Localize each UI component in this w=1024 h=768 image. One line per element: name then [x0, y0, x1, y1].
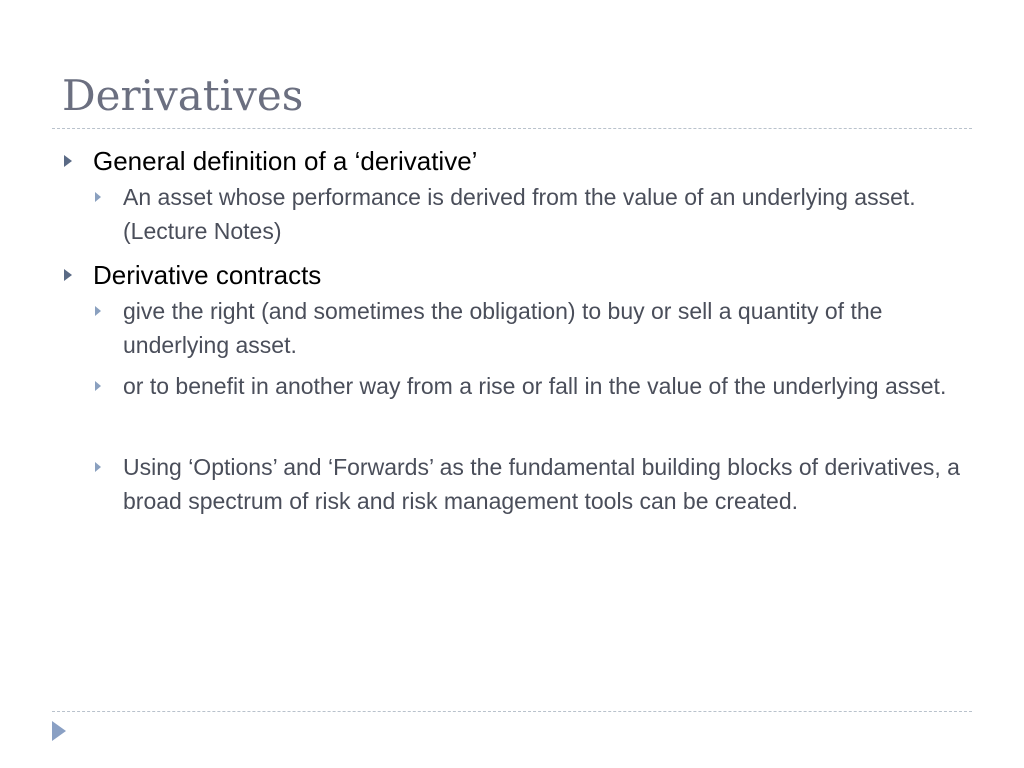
sub-bullet-options-forwards [62, 450, 962, 518]
bullet-general-definition [62, 144, 962, 178]
triangle-bullet-icon [64, 269, 72, 281]
sub-bullet-asset-definition [62, 180, 962, 248]
next-slide-arrow-icon[interactable] [52, 721, 66, 741]
triangle-bullet-icon [95, 192, 101, 202]
sub-bullet-text: Using ‘Options’ and ‘Forwards’ as the fundamental building blocks of derivatives, a broad spectrum of risk and risk management tools can be created. [123, 454, 960, 514]
slide-content [62, 144, 962, 518]
triangle-bullet-icon [95, 381, 101, 391]
slide-title: Derivatives [62, 71, 304, 120]
bullet-derivative-contracts [62, 258, 962, 292]
title-divider [52, 128, 972, 129]
triangle-bullet-icon [64, 155, 72, 167]
sub-bullet-text: give the right (and sometimes the obligation) to buy or sell a quantity of the underlying asset. [123, 298, 883, 358]
sub-bullet-text: An asset whose performance is derived from the value of an underlying asset. (Lecture Notes) [123, 184, 916, 244]
bullet-text: Derivative contracts [93, 260, 322, 290]
triangle-bullet-icon [95, 462, 101, 472]
triangle-bullet-icon [95, 306, 101, 316]
sub-bullet-right-to-buy [62, 294, 962, 362]
sub-bullet-benefit [62, 369, 962, 403]
sub-bullet-text: or to benefit in another way from a rise or fall in the value of the underlying asset. [123, 373, 947, 399]
footer-divider [52, 711, 972, 712]
bullet-text: General definition of a ‘derivative’ [93, 146, 478, 176]
